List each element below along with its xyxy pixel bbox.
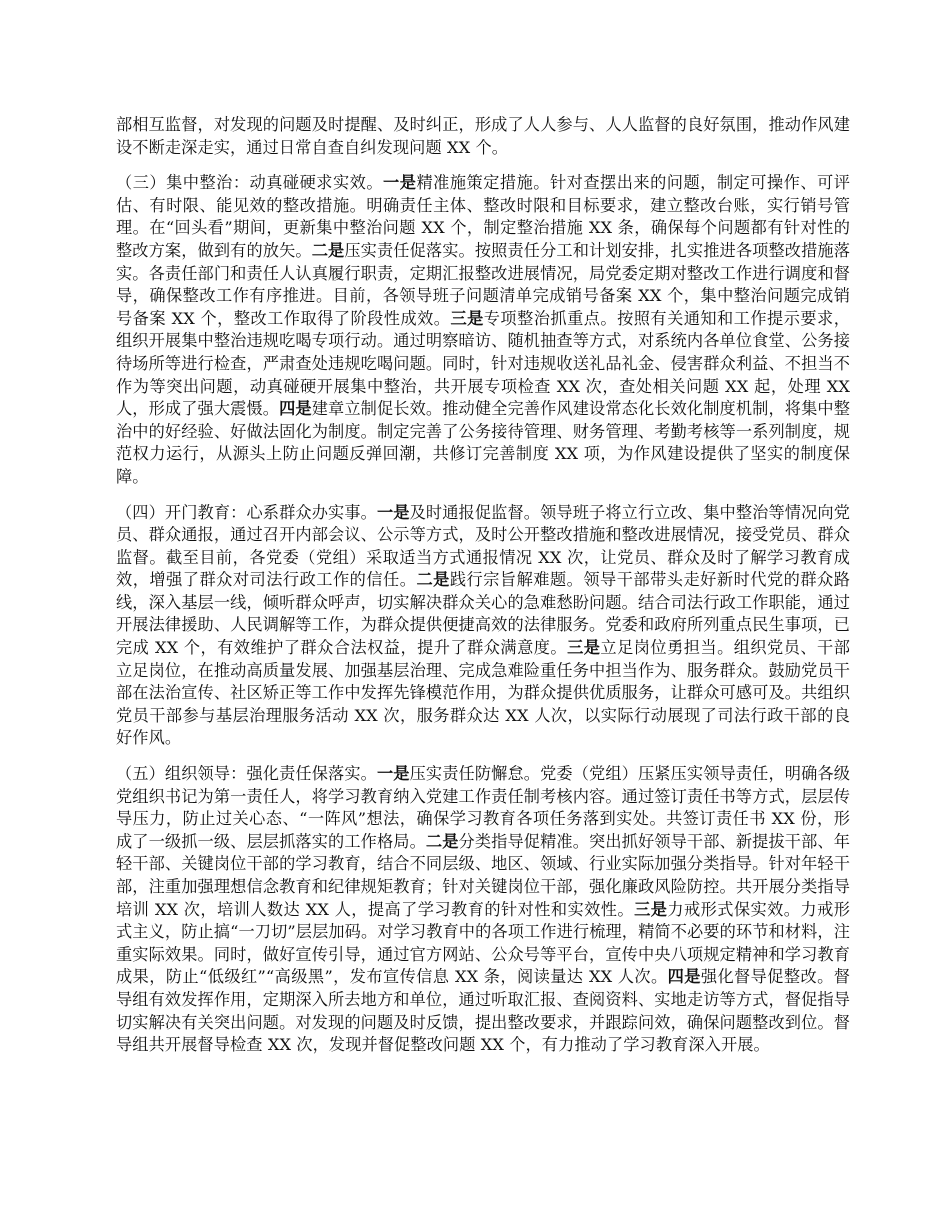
bold-marker: 三是 [567, 638, 601, 658]
bold-marker: 四是 [279, 399, 312, 419]
paragraph-text: 立足岗位勇担当。组织党员、干部立足岗位，在推动高质量发展、加强基层治理、完成急难险重任务中担当作为、服务群众。鼓励党员干部在法治宣传、社区矫正等工作中发挥先锋模范作用，为群众提供优质服务，让群众可感可及。共组织党员干部参与基层治理服务活动 XX 次，服务群众达 XX 人次，以实际行动展现了司法行政干部的良好作风。 [116, 638, 850, 748]
paragraph-text: 部相互监督，对发现的问题及时提醒、及时纠正，形成了人人参与、人人监督的良好氛围，推动作风建设不断走深走实，通过日常自查自纠发现问题 XX 个。 [116, 115, 850, 157]
paragraph-text: （三）集中整治：动真碰硬求实效。 [116, 173, 384, 193]
paragraph-section-5 [116, 763, 850, 1057]
paragraph-text: 强化督导促整改。督导组有效发挥作用，定期深入所去地方和单位，通过听取汇报、查阅资料、实地走访等方式，督促指导切实解决有关突出问题。对发现的问题及时反馈，提出整改要求，并跟踪问效，确保问题整改到位。督导组共开展督导检查 XX 次，发现并督促整改问题 XX 个，有力推动了学习教育深入开展。 [116, 967, 850, 1055]
document-page [116, 114, 850, 1070]
paragraph-text: （四）开门教育：心系群众办实事。 [116, 502, 377, 522]
paragraph-text: 及时通报促监督。领导班子将立行立改、集中整治等情况向党员、群众通报，通过召开内部会议、公示等方式，及时公开整改措施和整改进展情况，接受党员、群众监督。截至目前，各党委（党组）采取适当方式通报情况 XX 次，让党员、群众及时了解学习教育成效，增强了群众对司法行政工作的信任。 [116, 502, 850, 590]
paragraph-text: 专项整治抓重点。按照有关通知和工作提示要求，组织开展集中整治违规吃喝专项行动。通过明察暗访、随机抽查等方式，对系统内各单位食堂、公务接待场所等进行检查，严肃查处违规吃喝问题。同时，针对违规收送礼品礼金、侵害群众利益、不担当不作为等突出问题，动真碰硬开展集中整治，共开展专项检查 XX 次，查处相关问题 XX 起，处理 XX 人，形成了强大震慑。 [116, 308, 850, 419]
paragraph-section-4 [116, 502, 850, 751]
bold-marker: 四是 [667, 967, 701, 987]
paragraph-section-3 [116, 172, 850, 488]
paragraph-text: 践行宗旨解难题。领导干部带头走好新时代党的群众路线，深入基层一线，倾听群众呼声，切实解决群众关心的急难愁盼问题。结合司法行政工作职能，通过开展法律援助、人民调解等工作，为群众提供便捷高效的法律服务。党委和政府所列重点民生事项，已完成 XX 个，有效维护了群众合法权益，提升了群众满意度。 [116, 570, 850, 658]
paragraph-text: 压实责任促落实。按照责任分工和计划安排，扎实推进各项整改措施落实。各责任部门和责任人认真履行职责，定期汇报整改进展情况，局党委定期对整改工作进行调度和督导，确保整改工作有序推进。目前，各领导班子问题清单完成销号备案 XX 个，集中整治问题完成销号备案 XX 个，整改工作取得了阶段性成效。 [116, 240, 850, 328]
paragraph-text: 力戒形式保实效。力戒形式主义，防止搞“一刀切”层层加码。对学习教育中的各项工作进行梳理，精简不必要的环节和材料，注重实际效果。同时，做好宣传引导，通过官方网站、公众号等平台，宣传中央八项规定精神和学习教育成果，防止“低级红”“高级黑”，发布宣传信息 XX 条，阅读量达 XX 人次。 [116, 899, 850, 987]
bold-marker: 三是 [634, 899, 668, 919]
bold-marker: 二是 [425, 831, 459, 851]
paragraph-text: 建章立制促长效。推动健全完善作风建设常态化长效化制度机制，将集中整治中的好经验、好做法固化为制度。制定完善了公务接待管理、财务管理、考勤考核等一系列制度，规范权力运行，从源头上防止问题反弹回潮，共修订完善制度 XX 项，为作风建设提供了坚实的制度保障。 [116, 399, 850, 486]
bold-marker: 二是 [311, 240, 345, 260]
bold-marker: 二是 [416, 570, 450, 590]
paragraph-intro-continuation [116, 114, 850, 159]
bold-marker: 一是 [376, 764, 410, 784]
paragraph-text: 压实责任防懈怠。党委（党组）压紧压实领导责任，明确各级党组织书记为第一责任人，将学习教育纳入党建工作责任制考核内容。通过签订责任书等方式，层层传导压力，防止过关心态、“一阵风”想法，确保学习教育各项任务落到实处。共签订责任书 XX 份，形成了一级抓一级、层层抓落实的工作格局。 [116, 764, 850, 851]
paragraph-text: 精准施策定措施。针对查摆出来的问题，制定可操作、可评估、有时限、能见效的整改措施。明确责任主体、整改时限和目标要求，建立整改台账，实行销号管理。在“回头看”期间，更新集中整治问题 XX 个，制定整治措施 XX 条，确保每个问题都有针对性的整改方案，做到有的放矢。 [116, 173, 850, 260]
bold-marker: 一是 [383, 173, 417, 193]
paragraph-text: （五）组织领导：强化责任保落实。 [116, 764, 377, 784]
bold-marker: 三是 [450, 308, 484, 328]
paragraph-text: 分类指导促精准。突出抓好领导干部、新提拔干部、年轻干部、关键岗位干部的学习教育，结合不同层级、地区、领域、行业实际加强分类指导。针对年轻干部，注重加强理想信念教育和纪律规矩教育；针对关键岗位干部，强化廉政风险防控。共开展分类指导培训 XX 次，培训人数达 XX 人，提高了学习教育的针对性和实效性。 [116, 831, 850, 919]
bold-marker: 一是 [376, 502, 410, 522]
